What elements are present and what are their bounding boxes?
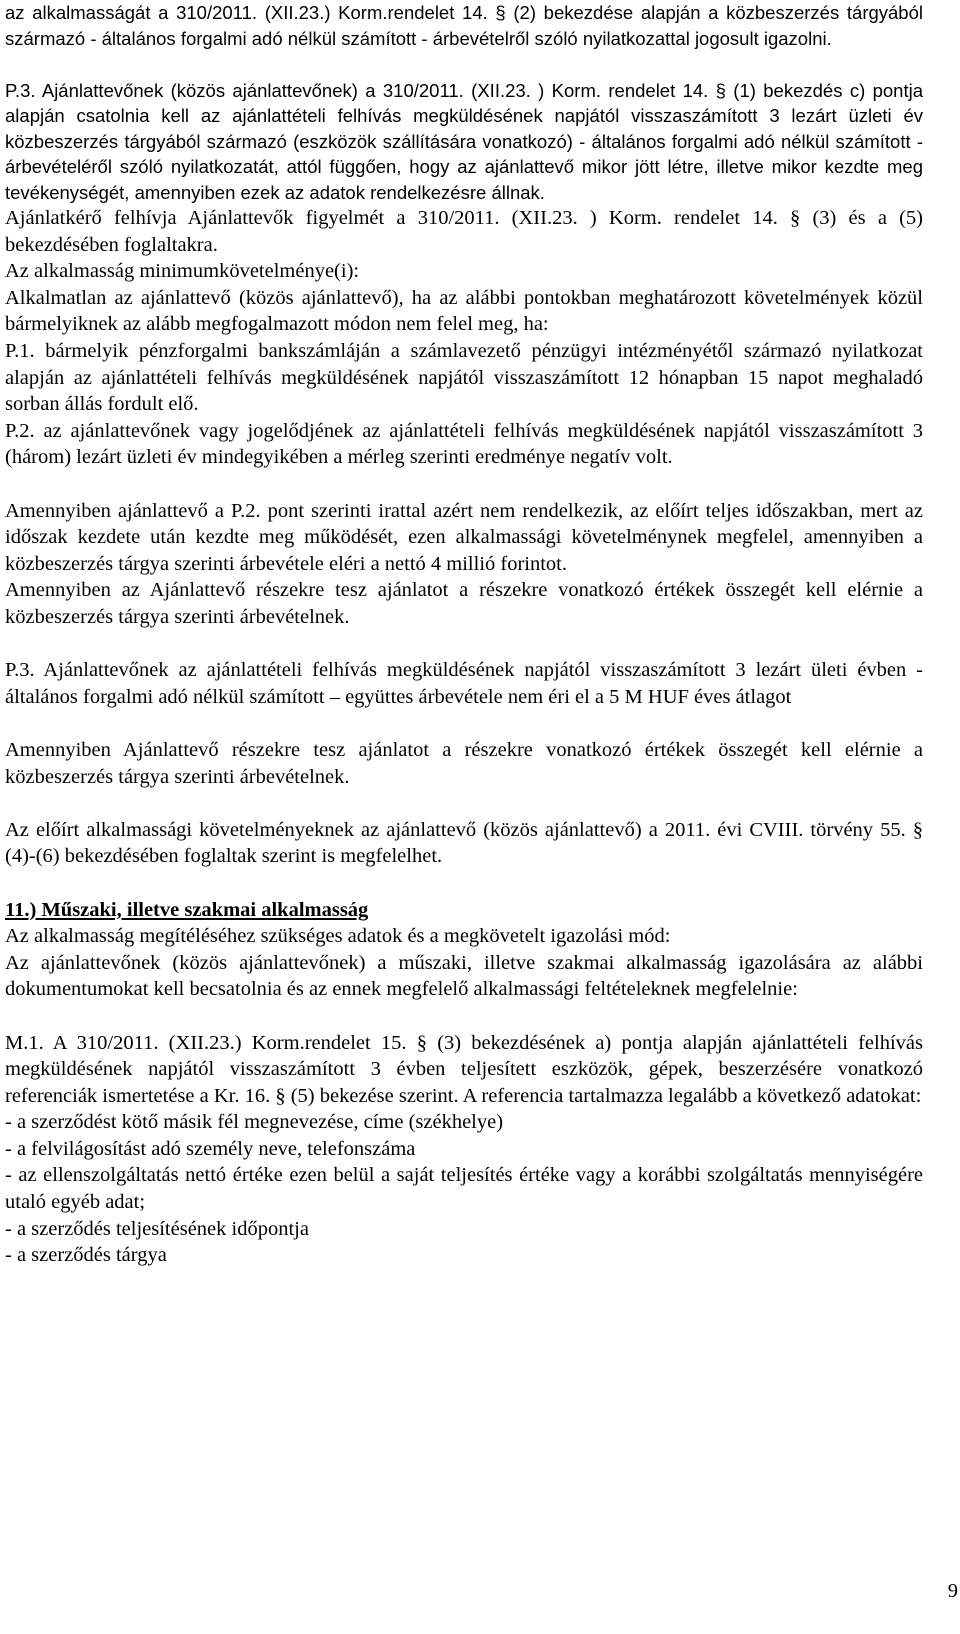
document-page — [5, 0, 923, 1269]
paragraph-suitability-intro: az alkalmasságát a 310/2011. (XII.23.) Korm.rendelet 14. § (2) bekezdése alapján a közbeszerzés tárgyából származó - általános forgalmi adó nélkül számított - árbevételről szóló nyilatkozattal jogosult igazolni. — [5, 2, 923, 49]
spacer — [5, 631, 923, 658]
spacer — [5, 710, 923, 737]
paragraph-required-data: Az alkalmasság megítéléséhez szükséges adatok és a megkövetelt igazolási mód: — [5, 925, 671, 948]
list-item: - a szerződés tárgya — [5, 1244, 167, 1267]
paragraph-parts-offer-2: Amennyiben Ajánlattevő részekre tesz ajánlatot a részekre vonatkozó értékek összegét kell elérnie a közbeszerzés tárgya szerinti árbevételnek. — [5, 738, 923, 788]
paragraph-p3-revenue-average: P.3. Ajánlattevőnek az ajánlattételi felhívás megküldésének napjától visszaszámított 3 lezárt ületi évben - általános forgalmi adó nélkül számított – együttes árbevétele nem éri el a 5 M HUF éves átlagot — [5, 659, 923, 708]
paragraph-unsuitability-condition: Alkalmatlan az ajánlattevő (közös ajánlattevő), ha az alábbi pontokban meghatározott követelmények közül bármelyiknek az alább megfogalmazott módon nem felel meg, ha: — [5, 286, 923, 336]
paragraph-parts-offer-1: Amennyiben az Ajánlattevő részekre tesz ajánlatot a részekre vonatkozó értékek összegét kell elérnie a közbeszerzés tárgya szerinti árbevételnek. — [5, 579, 923, 628]
paragraph-p1-bank-account: P.1. bármelyik pénzforgalmi bankszámláján a számlavezető pénzügyi intézményétől származó nyilatkozat alapján az ajánlattételi felhívás megküldésének napjától visszaszámított 12 hónapban 15 napot meghaladó sorban állás fordult elő. — [5, 340, 923, 416]
spacer — [5, 471, 923, 498]
paragraph-law-reference: Az előírt alkalmassági követelményeknek az ajánlattevő (közös ajánlattevő) a 2011. évi CVIII. törvény 55. § (4)-(6) bekezdésében foglaltak szerint is megfelelhet. — [5, 818, 923, 868]
spacer — [5, 1003, 923, 1030]
paragraph-p2-balance-sheet: P.2. az ajánlattevőnek vagy jogelődjének az ajánlattételi felhívás megküldésének napjától visszaszámított 3 (három) lezárt üzleti év mindegyikében a mérleg szerinti eredménye negatív volt. — [5, 419, 923, 469]
section-heading-technical-suitability: 11.) Műszaki, illetve szakmai alkalmasság — [5, 898, 369, 921]
list-item: - a felvilágosítást adó személy neve, telefonszáma — [5, 1137, 416, 1160]
paragraph-p3-revenue-statement: P.3. Ajánlattevőnek (közös ajánlattevőnek) a 310/2011. (XII.23. ) Korm. rendelet 14. § (1) bekezdés c) pontja alapján csatolnia kell az ajánlattételi felhívás megküldésének napjától visszaszámított 3 lezárt üzleti év közbeszerzés tárgyából származó (eszközök szállítására vonatkozó) - általános forgalmi adó nélkül számított - árbevételéről szóló nyilatkozatát, attól függően, hogy az ajánlattevő mikor jött létre, illetve mikor kezdte meg tevékenységét, amennyiben ezek az adatok rendelkezésre állnak. — [5, 79, 923, 203]
paragraph-documents-required: Az ajánlattevőnek (közös ajánlattevőnek) a műszaki, illetve szakmai alkalmasság igazolására az alábbi dokumentumokat kell becsatolnia és az ennek megfelelő alkalmassági feltételeknek megfelelnie: — [5, 951, 923, 1001]
page-number: 9 — [947, 1580, 958, 1602]
list-item: - a szerződés teljesítésének időpontja — [5, 1217, 309, 1240]
spacer — [5, 870, 923, 897]
paragraph-m1-references: M.1. A 310/2011. (XII.23.) Korm.rendelet 15. § (3) bekezdésének a) pontja alapján ajánlattételi felhívás megküldésének napjától visszaszámított 3 évben teljesített eszközök, gépek, beszerzésére vonatkozó referenciák ismertetése a Kr. 16. § (5) bekezése szerint. A referencia tartalmazza legalább a következő adatokat: — [5, 1031, 923, 1107]
list-item: - a szerződést kötő másik fél megnevezése, címe (székhelye) — [5, 1111, 504, 1134]
spacer — [5, 790, 923, 817]
list-item: - az ellenszolgáltatás nettó értéke ezen belül a saját teljesítés értéke vagy a korábbi szolgáltatás mennyiségére utaló egyéb adat; — [5, 1164, 923, 1214]
paragraph-contracting-authority-notice: Ajánlatkérő felhívja Ajánlattevők figyelmét a 310/2011. (XII.23. ) Korm. rendelet 14. § (3) és a (5) bekezdésében foglaltakra. — [5, 207, 923, 256]
spacer — [5, 51, 923, 78]
paragraph-minimum-requirements-label: Az alkalmasság minimumkövetelménye(i): — [5, 260, 360, 283]
paragraph-p2-exception: Amennyiben ajánlattevő a P.2. pont szerinti irattal azért nem rendelkezik, az előírt teljes időszakban, mert az időszak kezdete után kezdte meg működését, ezen alkalmassági követelménynek megfelel, amennyiben a közbeszerzés tárgya szerinti árbevétele eléri a nettó 4 millió forintot. — [5, 499, 923, 575]
